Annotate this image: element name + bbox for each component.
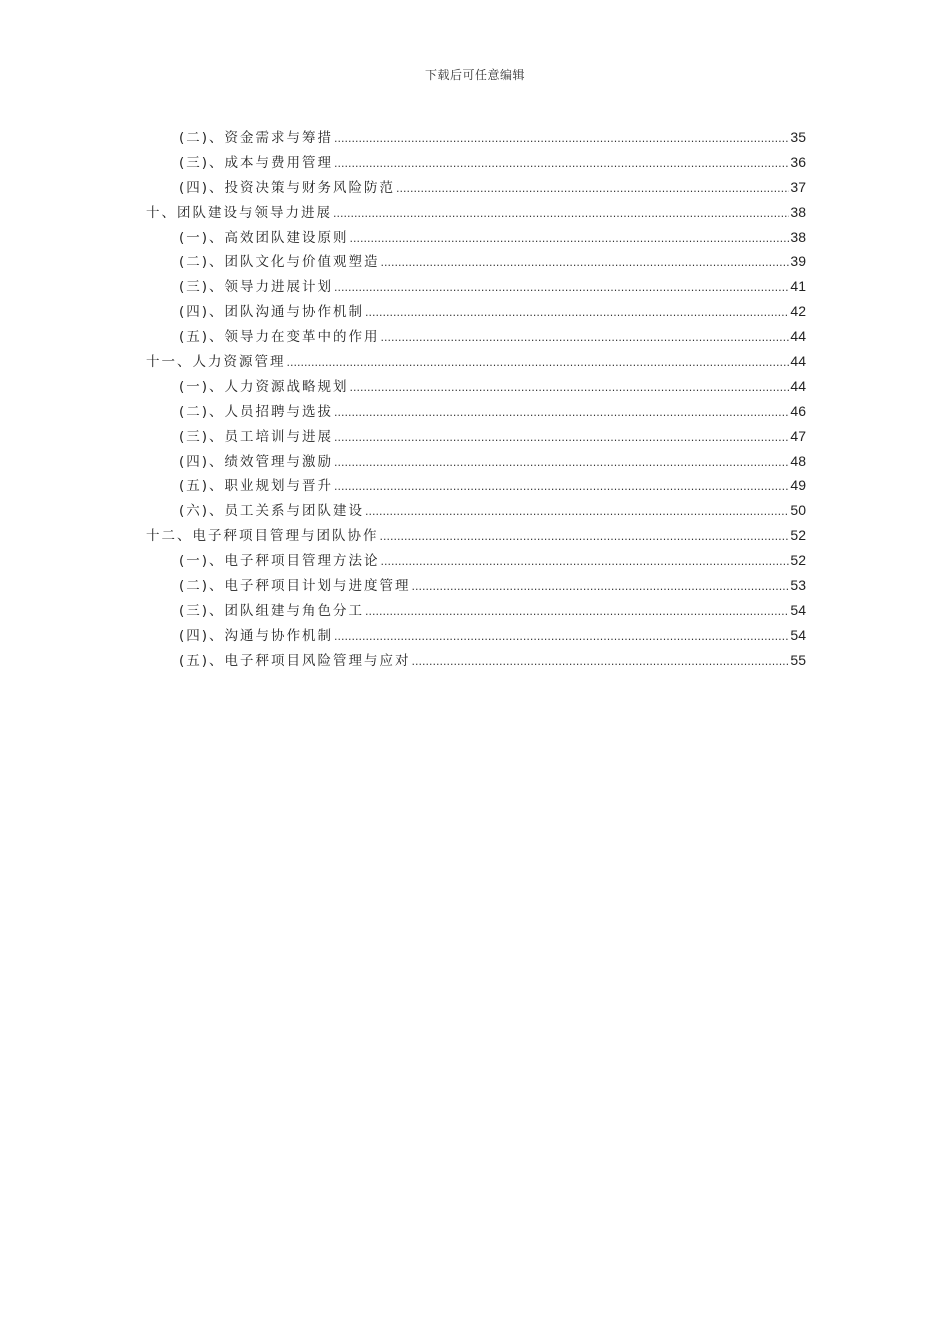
toc-entry-page: 44 <box>790 377 806 394</box>
toc-entry-page: 37 <box>790 178 806 195</box>
toc-leader-dots <box>396 182 789 195</box>
toc-entry-title: (四)、绩效管理与激励 <box>179 453 334 470</box>
toc-entry-title: (一)、高效团队建设原则 <box>179 229 349 246</box>
toc-chapter-entry[interactable] <box>146 524 806 549</box>
toc-leader-dots <box>380 530 790 543</box>
toc-leader-dots <box>412 580 790 593</box>
toc-leader-dots <box>333 207 789 220</box>
toc-chapter-entry[interactable] <box>146 201 806 226</box>
toc-entry[interactable] <box>146 499 806 524</box>
toc-chapter-entry[interactable] <box>146 350 806 375</box>
toc-entry[interactable] <box>146 300 806 325</box>
toc-entry-title: (五)、领导力在变革中的作用 <box>179 329 380 346</box>
toc-entry-page: 38 <box>790 203 806 220</box>
toc-entry[interactable] <box>146 425 806 450</box>
toc-entry-title: (一)、人力资源战略规划 <box>179 378 349 395</box>
toc-entry[interactable] <box>146 250 806 275</box>
toc-entry-page: 39 <box>790 253 806 270</box>
toc-entry-title: (六)、员工关系与团队建设 <box>179 503 365 520</box>
toc-entry[interactable] <box>146 375 806 400</box>
toc-entry-title: (三)、领导力进展计划 <box>179 279 334 296</box>
toc-entry[interactable] <box>146 325 806 350</box>
toc-entry[interactable] <box>146 599 806 624</box>
toc-leader-dots <box>365 505 789 518</box>
toc-entry-page: 41 <box>790 278 806 295</box>
toc-entry[interactable] <box>146 151 806 176</box>
toc-entry-page: 53 <box>790 577 806 594</box>
toc-leader-dots <box>334 281 789 294</box>
toc-entry-page: 42 <box>790 303 806 320</box>
toc-entry-page: 54 <box>790 601 806 618</box>
toc-leader-dots <box>381 256 790 269</box>
toc-entry-page: 54 <box>790 626 806 643</box>
toc-entry-title: (三)、员工培训与进展 <box>179 428 334 445</box>
toc-entry-title: 十、团队建设与领导力进展 <box>146 204 332 221</box>
toc-entry-page: 44 <box>790 328 806 345</box>
toc-leader-dots <box>365 605 789 618</box>
toc-entry-title: (四)、投资决策与财务风险防范 <box>179 179 396 196</box>
toc-entry-title: (二)、人员招聘与选拔 <box>179 403 334 420</box>
toc-entry-page: 46 <box>790 402 806 419</box>
toc-leader-dots <box>334 431 789 444</box>
toc-leader-dots <box>381 331 790 344</box>
toc-entry-title: (二)、团队文化与价值观塑造 <box>179 254 380 271</box>
toc-leader-dots <box>334 406 789 419</box>
toc-entry-page: 50 <box>790 502 806 519</box>
toc-entry[interactable] <box>146 275 806 300</box>
toc-entry-title: (五)、电子秤项目风险管理与应对 <box>179 652 411 669</box>
toc-leader-dots <box>334 480 789 493</box>
toc-entry-title: (二)、电子秤项目计划与进度管理 <box>179 578 411 595</box>
toc-entry[interactable] <box>146 549 806 574</box>
toc-leader-dots <box>287 356 790 369</box>
toc-entry-page: 35 <box>790 129 806 145</box>
toc-entry-page: 44 <box>790 353 806 370</box>
toc-entry-title: (四)、团队沟通与协作机制 <box>179 304 365 321</box>
page-header: 下载后可任意编辑 <box>424 68 525 82</box>
toc-leader-dots <box>334 456 789 469</box>
toc-entry-title: (一)、电子秤项目管理方法论 <box>179 553 380 570</box>
toc-leader-dots <box>350 232 790 245</box>
toc-entry[interactable] <box>146 474 806 499</box>
toc-entry[interactable] <box>146 649 806 674</box>
toc-leader-dots <box>334 630 789 643</box>
toc-entry-title: (三)、成本与费用管理 <box>179 154 334 171</box>
toc-entry-page: 55 <box>790 651 806 668</box>
toc-entry[interactable] <box>146 226 806 251</box>
toc-entry-title: 十二、电子秤项目管理与团队协作 <box>146 528 379 545</box>
toc-entry-page: 49 <box>790 477 806 494</box>
toc-entry-title: 十一、人力资源管理 <box>146 354 286 371</box>
toc-leader-dots <box>412 655 790 668</box>
toc-entry-title: (四)、沟通与协作机制 <box>179 627 334 644</box>
toc-leader-dots <box>334 132 789 145</box>
toc-entry[interactable] <box>146 126 806 151</box>
toc-entry-title: (二)、资金需求与筹措 <box>179 130 334 146</box>
toc-leader-dots <box>350 381 790 394</box>
toc-entry-title: (三)、团队组建与角色分工 <box>179 602 365 619</box>
toc-leader-dots <box>365 306 789 319</box>
toc-entry-page: 52 <box>790 527 806 544</box>
toc-leader-dots <box>334 157 789 170</box>
toc-entry[interactable] <box>146 450 806 475</box>
toc-entry[interactable] <box>146 400 806 425</box>
toc-leader-dots <box>381 555 790 568</box>
toc-entry-page: 47 <box>790 427 806 444</box>
toc-entry[interactable] <box>146 574 806 599</box>
toc-entry-page: 38 <box>790 228 806 245</box>
toc-entry-page: 36 <box>790 153 806 170</box>
table-of-contents <box>146 126 806 674</box>
toc-entry[interactable] <box>146 624 806 649</box>
toc-entry-page: 48 <box>790 452 806 469</box>
toc-entry[interactable] <box>146 176 806 201</box>
toc-entry-page: 52 <box>790 552 806 569</box>
toc-entry-title: (五)、职业规划与晋升 <box>179 478 334 495</box>
